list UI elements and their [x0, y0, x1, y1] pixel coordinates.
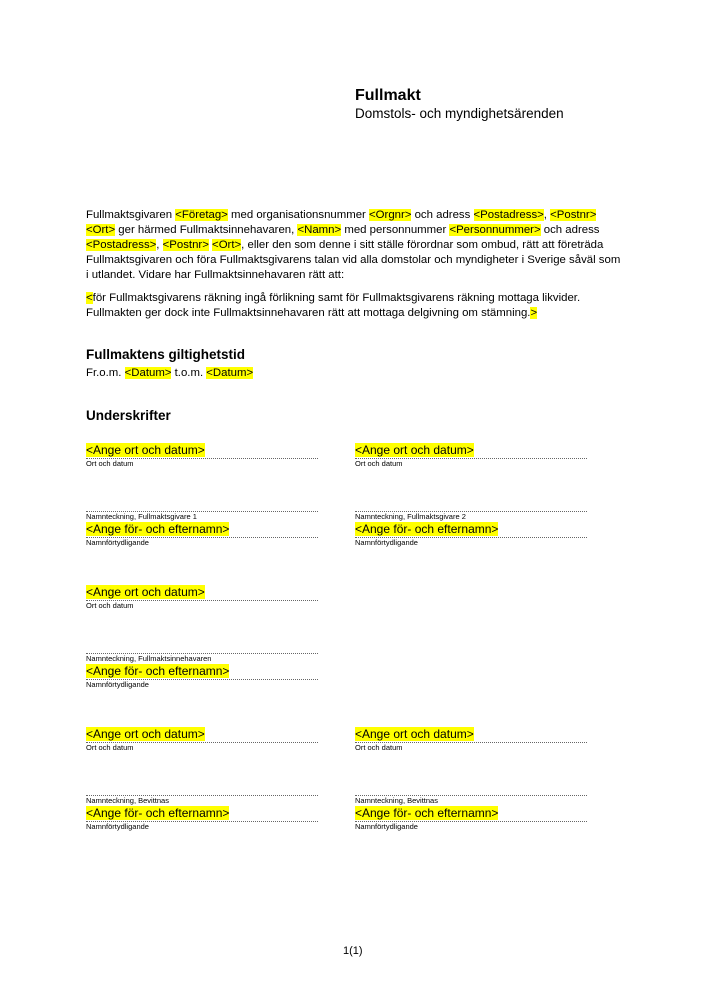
name-caption: Namnförtydligande: [355, 822, 418, 831]
namn-placeholder[interactable]: <Namn>: [297, 224, 342, 236]
text: med personnummer: [341, 224, 450, 236]
rights-paragraph[interactable]: [86, 291, 626, 321]
ort-placeholder-2[interactable]: <Ort>: [212, 239, 242, 251]
to-date-placeholder[interactable]: <Datum>: [206, 367, 254, 379]
text: och adress: [411, 209, 474, 221]
place-date-caption: Ort och datum: [86, 743, 134, 752]
postadress-placeholder[interactable]: <Postadress>: [473, 209, 544, 221]
signature-block-holder: [86, 585, 318, 690]
place-date-caption: Ort och datum: [355, 743, 403, 752]
signature-block-witness-1: [86, 727, 318, 832]
authorization-paragraph: [86, 208, 626, 283]
signature-block-witness-2: [355, 727, 587, 832]
name-caption: Namnförtydligande: [86, 680, 149, 689]
signature-area[interactable]: [86, 753, 318, 794]
postnr-placeholder[interactable]: <Postnr>: [550, 209, 597, 221]
signature-caption: Namnteckning, Bevittnas: [355, 796, 438, 805]
postadress-placeholder-2[interactable]: <Postadress>: [86, 239, 157, 251]
place-date-caption: Ort och datum: [86, 601, 134, 610]
name-field[interactable]: <Ange för- och efternamn>: [86, 664, 230, 678]
from-date-placeholder[interactable]: <Datum>: [124, 367, 172, 379]
name-field[interactable]: <Ange för- och efternamn>: [86, 806, 230, 820]
rights-text: för Fullmaktsgivarens räkning ingå förlikning samt för Fullmaktsgivarens räkning mottaga likvider. Fullmakten ger dock inte Fullmaktsinnehavaren rätt att mottaga delgivning om stämning.: [86, 292, 581, 319]
personnummer-placeholder[interactable]: <Personnummer>: [449, 224, 541, 236]
place-date-field[interactable]: <Ange ort och datum>: [86, 585, 205, 599]
place-date-caption: Ort och datum: [355, 459, 403, 468]
to-label: t.o.m.: [171, 367, 207, 379]
placeholder-open-bracket: <: [86, 292, 93, 304]
place-date-caption: Ort och datum: [86, 459, 134, 468]
document-title: Fullmakt: [355, 87, 421, 104]
text: med organisationsnummer: [227, 209, 370, 221]
signature-caption: Namnteckning, Fullmaktsgivare 2: [355, 512, 466, 521]
name-field[interactable]: <Ange för- och efternamn>: [355, 522, 499, 536]
text: ,: [156, 239, 163, 251]
place-date-field[interactable]: <Ange ort och datum>: [355, 443, 474, 457]
text: ger härmed Fullmaktsinnehavaren,: [115, 224, 298, 236]
signature-caption: Namnteckning, Fullmaktsinnehavaren: [86, 654, 212, 663]
signature-block-grantor-1: [86, 443, 318, 548]
signature-caption: Namnteckning, Bevittnas: [86, 796, 169, 805]
validity-line: [86, 366, 253, 381]
validity-heading: Fullmaktens giltighetstid: [86, 347, 246, 362]
name-field[interactable]: <Ange för- och efternamn>: [86, 522, 230, 536]
text: ,: [543, 209, 551, 221]
signature-block-grantor-2: [355, 443, 587, 548]
text: Fullmaktsgivaren: [86, 209, 176, 221]
document-subtitle: Domstols- och myndighetsärenden: [355, 106, 564, 121]
signature-area[interactable]: [86, 611, 318, 652]
name-caption: Namnförtydligande: [86, 822, 149, 831]
page-number: 1(1): [343, 945, 363, 957]
text: , eller den som denne i sitt ställe förordnar som ombud, rätt att företräda Fullmaktsgivaren och föra Fullmaktsgivarens talan vid alla domstolar och myndigheter i Sverige såväl som i utlandet. Vidare har Fullmaktsinnehavaren rätt att:: [86, 239, 621, 281]
name-caption: Namnförtydligande: [86, 538, 149, 547]
signature-caption: Namnteckning, Fullmaktsgivare 1: [86, 512, 197, 521]
ort-placeholder[interactable]: <Ort>: [86, 224, 116, 236]
name-field[interactable]: <Ange för- och efternamn>: [355, 806, 499, 820]
signature-area[interactable]: [86, 469, 318, 510]
signature-area[interactable]: [355, 753, 587, 794]
orgnr-placeholder[interactable]: <Orgnr>: [369, 209, 412, 221]
place-date-field[interactable]: <Ange ort och datum>: [86, 727, 205, 741]
place-date-field[interactable]: <Ange ort och datum>: [355, 727, 474, 741]
text: och adress: [540, 224, 600, 236]
postnr-placeholder-2[interactable]: <Postnr>: [162, 239, 209, 251]
signature-area[interactable]: [355, 469, 587, 510]
place-date-field[interactable]: <Ange ort och datum>: [86, 443, 205, 457]
company-placeholder[interactable]: <Företag>: [175, 209, 228, 221]
placeholder-close-bracket: >: [530, 307, 538, 319]
signatures-heading: Underskrifter: [86, 408, 171, 423]
name-caption: Namnförtydligande: [355, 538, 418, 547]
from-label: Fr.o.m.: [86, 367, 125, 379]
